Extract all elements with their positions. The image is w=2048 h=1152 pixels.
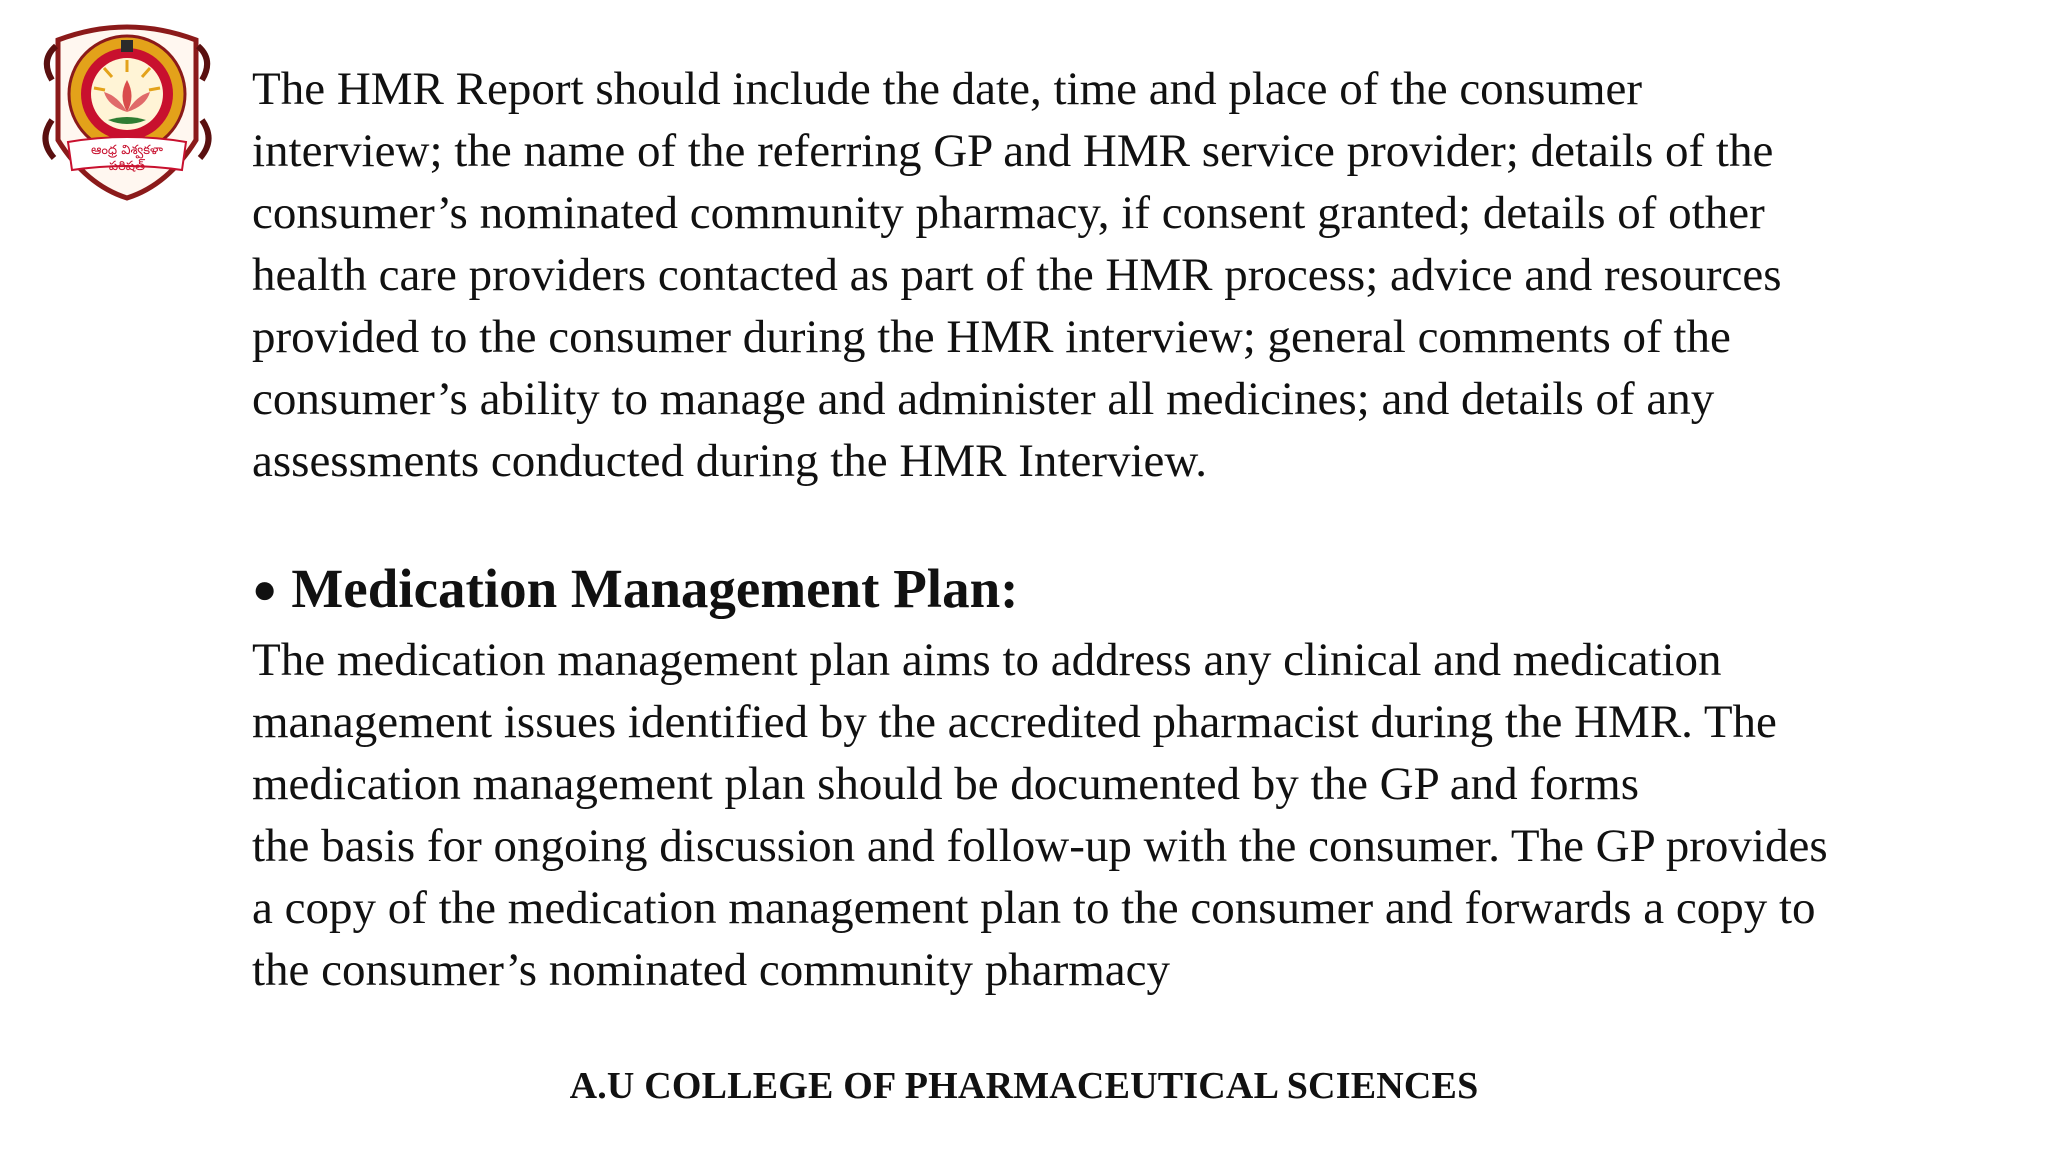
svg-text:ఆంధ్ర విశ్వకళా: ఆంధ్ర విశ్వకళా (90, 143, 164, 158)
paragraph-line: assessments conducted during the HMR Interview. (252, 435, 1208, 487)
paragraph-line: the basis for ongoing discussion and follow-up with the consumer. The GP provides (252, 820, 1828, 872)
hmr-report-paragraph (252, 58, 2022, 492)
footer-college-name: A.U COLLEGE OF PHARMACEUTICAL SCIENCES (569, 1065, 1479, 1107)
slide-content (252, 58, 2022, 1001)
paragraph-line: management issues identified by the accredited pharmacist during the HMR. The (252, 696, 1777, 748)
paragraph-line: The HMR Report should include the date, time and place of the consumer (252, 63, 1643, 115)
paragraph-line: consumer’s nominated community pharmacy, if consent granted; details of other (252, 187, 1765, 239)
paragraph-line: provided to the consumer during the HMR interview; general comments of the (252, 311, 1731, 363)
paragraph-line: health care providers contacted as part of the HMR process; advice and resources (252, 249, 1782, 301)
paragraph-line: the consumer’s nominated community pharmacy (252, 944, 1171, 996)
section-heading (252, 554, 2022, 629)
emblem-icon (38, 20, 216, 202)
bullet-icon: ● (252, 567, 278, 613)
university-logo (38, 20, 216, 202)
medication-plan-paragraph (252, 629, 2022, 1001)
heading-text: Medication Management Plan: (291, 558, 1019, 619)
paragraph-line: medication management plan should be documented by the GP and forms (252, 758, 1640, 810)
paragraph-line: a copy of the medication management plan to the consumer and forwards a copy to (252, 882, 1816, 934)
paragraph-line: interview; the name of the referring GP and HMR service provider; details of the (252, 125, 1774, 177)
paragraph-line: consumer’s ability to manage and administer all medicines; and details of any (252, 373, 1715, 425)
paragraph-line: The medication management plan aims to address any clinical and medication (252, 634, 1722, 686)
svg-text:పరిషత్: పరిషత్ (108, 159, 146, 174)
